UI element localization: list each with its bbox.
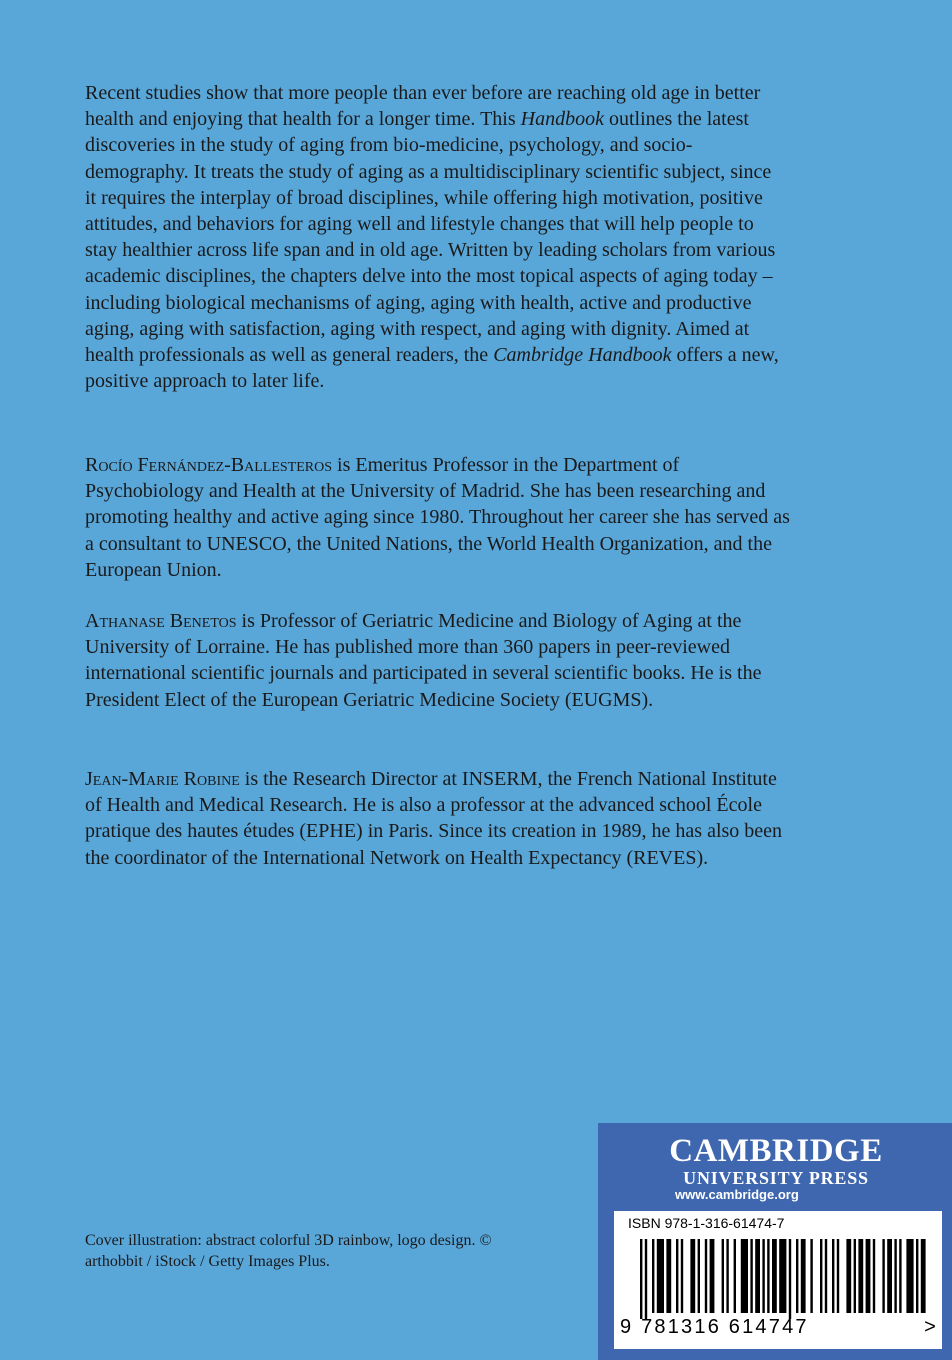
author-bio [85, 608, 795, 713]
barcode-bar [801, 1239, 806, 1313]
barcode-bar [698, 1239, 700, 1313]
barcode-bar [734, 1239, 736, 1313]
barcode-bar [705, 1239, 707, 1313]
barcode-bar [921, 1239, 926, 1313]
description-italic-1: Handbook [520, 108, 604, 131]
barcode-bar [640, 1239, 642, 1319]
barcode-bar [858, 1239, 863, 1313]
barcode-bar [832, 1239, 834, 1313]
book-description [85, 80, 785, 394]
barcode-bar [789, 1239, 791, 1319]
barcode-bar [837, 1239, 839, 1313]
barcode-bar [676, 1239, 678, 1313]
publisher-panel [598, 1123, 952, 1360]
barcode-bar [755, 1239, 760, 1313]
barcode-bar [762, 1239, 764, 1313]
barcode-bar [882, 1239, 884, 1313]
barcode-bar [666, 1239, 671, 1313]
barcode-bar [894, 1239, 896, 1313]
barcode-bar [899, 1239, 901, 1313]
cover-illustration-credit: Cover illustration: abstract colorful 3D rainbow, logo design. © arthobbit / iStock / Getty Images Plus. [85, 1232, 492, 1270]
barcode-bar [772, 1239, 777, 1313]
description-paragraph [85, 80, 785, 394]
barcode-bar [846, 1239, 851, 1313]
author-bio-text: is the Research Director at INSERM, the French National Institute of Health and Medical Research. He is also a professor at the advanced school École pratique des hautes études (EPHE) in Paris. Since its creation in 1989, he has also been the coordinator of the International Network on Health Expectancy (REVES). [85, 768, 783, 869]
barcode-bar [916, 1239, 918, 1313]
author-name: Rocío Fernández-Ballesteros [85, 454, 333, 476]
barcode-bar [726, 1239, 728, 1313]
barcode-bar [825, 1239, 827, 1313]
description-text-2: outlines the latest discoveries in the study of aging from bio-medicine, psychology, and socio-demography. It treats the study of aging as a multidisciplinary scientific subject, since it requires the interplay of broad disciplines, while offering high motivation, positive attitudes, and behaviors for aging well and lifestyle changes that will help people to stay healthier across life span and in old age. Written by leading scholars from various academic disciplines, the chapters delve into the most topical aspects of aging today – including biological mechanisms of aging, aging with health, active and productive aging, aging with satisfaction, aging with respect, and aging with dignity. Aimed at health professionals as well as general readers, the [85, 108, 776, 367]
barcode-bar [906, 1239, 913, 1313]
author-bio-text: is Professor of Geriatric Medicine and Biology of Aging at the University of Lorraine. He has published more than 360 papers in peer-reviewed international scientific journals and participated in several scientific books. He is the President Elect of the European Geriatric Medicine Society (EUGMS). [85, 610, 762, 711]
author-bio-text: is Emeritus Professor in the Department of Psychobiology and Health at the University of Madrid. She has been researching and promoting healthy and active aging since 1980. Throughout her career she has served as a consultant to UNESCO, the United Nations, the World Health Organization, and the European Union. [85, 454, 790, 581]
barcode-bar [887, 1239, 892, 1313]
author-name: Athanase Benetos [85, 610, 237, 632]
description-text-3: offers a new, positive approach to later life. [85, 344, 779, 393]
barcode-bar [710, 1239, 715, 1313]
barcode-bar [854, 1239, 856, 1313]
publisher-url: www.cambridge.org [675, 1187, 799, 1202]
publisher-logo-name: CAMBRIDGE [669, 1133, 883, 1169]
author-bio [85, 766, 795, 871]
barcode-bar [722, 1239, 724, 1313]
barcode-bar [866, 1239, 871, 1313]
barcode-bar [690, 1239, 695, 1313]
barcode-bar [645, 1239, 647, 1319]
barcode-bar [820, 1239, 822, 1313]
barcode-bar [810, 1239, 812, 1313]
barcode-bar [750, 1239, 752, 1313]
barcode-end-mark: > [924, 1316, 938, 1338]
isbn-label: ISBN 978-1-316-61474-7 [628, 1215, 785, 1231]
publisher-logo-subtitle: UNIVERSITY PRESS [683, 1168, 869, 1188]
barcode-bar [681, 1239, 683, 1313]
barcode-bar [779, 1239, 786, 1313]
barcode-bar [657, 1239, 664, 1313]
barcode-bar [741, 1239, 748, 1313]
author-bio [85, 452, 795, 583]
barcode-bar [873, 1239, 875, 1313]
description-text-1: Recent studies show that more people than ever before are reaching old age in better health and enjoying that health for a longer time. This [85, 82, 761, 131]
description-italic-2: Cambridge Handbook [493, 344, 672, 367]
barcode-digits [620, 1316, 938, 1339]
isbn-barcode-box [614, 1211, 942, 1349]
barcode-bar [767, 1239, 769, 1313]
author-name: Jean-Marie Robine [85, 768, 240, 790]
barcode-bar [796, 1239, 798, 1313]
barcode-number: 9 781316 614747 [620, 1316, 809, 1338]
barcode-bar [652, 1239, 654, 1313]
